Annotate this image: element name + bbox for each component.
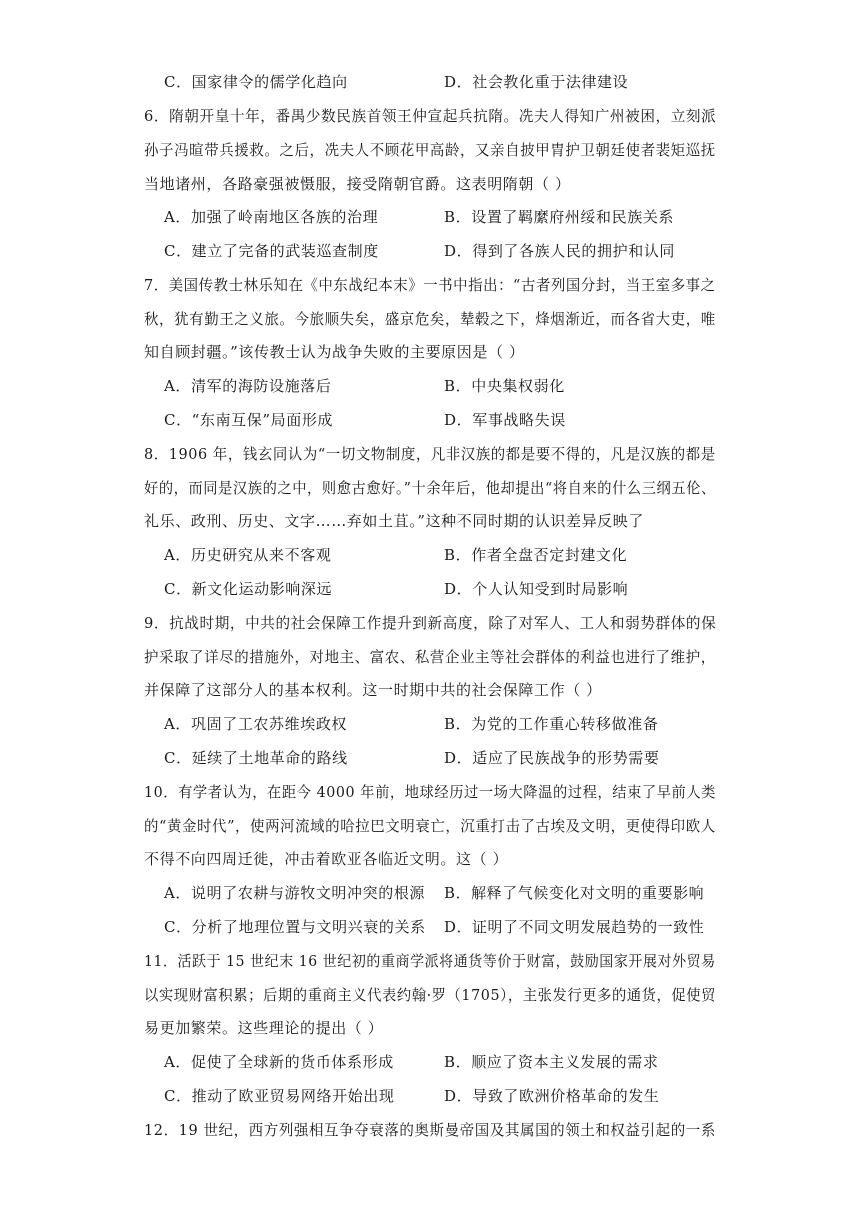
q6-option-a: A．加强了岭南地区各族的治理 bbox=[164, 208, 379, 226]
q11-stem-line-2: 以实现财富积累；后期的重商主义代表约翰·罗（1705），主张发行更多的通货，促使贸 bbox=[144, 986, 717, 1004]
q10-stem-line-1: 10．有学者认为，在距今 4000 年前，地球经历过一场大降温的过程，结束了早前人类 bbox=[144, 783, 717, 801]
q11-option-c: C．推动了欧亚贸易网络开始出现 bbox=[164, 1087, 395, 1105]
q12-stem-line-1: 12．19 世纪，西方列强相互争夺衰落的奥斯曼帝国及其属国的领土和权益引起的一系 bbox=[144, 1121, 716, 1139]
q8-option-a: A．历史研究从来不客观 bbox=[164, 546, 332, 564]
q10-option-c: C．分析了地理位置与文明兴衰的关系 bbox=[164, 918, 426, 936]
q9-stem-line-3: 并保障了这部分人的基本权利。这一时期中共的社会保障工作（ ） bbox=[144, 681, 602, 699]
q6-option-d: D．得到了各族人民的拥护和认同 bbox=[444, 242, 676, 260]
q11-stem-line-1: 11．活跃于 15 世纪末 16 世纪初的重商学派将通货等价于财富，鼓励国家开展对外贸易 bbox=[144, 952, 716, 970]
q9-option-b: B．为党的工作重心转移做准备 bbox=[444, 715, 659, 733]
q9-option-a: A．巩固了工农苏维埃政权 bbox=[164, 715, 348, 733]
q11-option-a: A．促使了全球新的货币体系形成 bbox=[164, 1053, 394, 1071]
q10-stem-line-2: 的“黄金时代”，使两河流域的哈拉巴文明衰亡，沉重打击了古埃及文明，更使得印欧人 bbox=[144, 817, 716, 835]
q9-option-d: D．适应了民族战争的形势需要 bbox=[444, 749, 660, 767]
q6-option-c: C．建立了完备的武装巡查制度 bbox=[164, 242, 379, 260]
q8-stem-line-2: 好的，而同是汉族的之中，则愈古愈好。”十余年后，他却提出“将自来的什么三纲五伦、 bbox=[144, 479, 716, 497]
q8-stem-line-3: 礼乐、政刑、历史、文字……弃如土苴。”这种不同时期的认识差异反映了 bbox=[144, 512, 644, 530]
q9-option-c: C．延续了土地革命的路线 bbox=[164, 749, 348, 767]
q11-stem-line-3: 易更加繁荣。这些理论的提出（ ） bbox=[144, 1019, 384, 1037]
q7-stem-line-2: 秋，犹有勤王之义旅。今旅顺失矣，盛京危矣，辇毂之下，烽烟渐近，而各省大吏，唯 bbox=[144, 310, 716, 328]
q7-option-d: D．军事战略失误 bbox=[444, 411, 566, 429]
q6-stem-line-2: 孙子冯暄带兵援救。之后，冼夫人不顾花甲高龄，又亲自披甲胄护卫朝廷使者裴矩巡抚 bbox=[144, 141, 716, 159]
q5-option-c: C．国家律令的儒学化趋向 bbox=[164, 73, 348, 91]
q7-option-b: B．中央集权弱化 bbox=[444, 377, 565, 395]
q10-option-a: A．说明了农耕与游牧文明冲突的根源 bbox=[164, 884, 426, 902]
q7-stem-line-1: 7．美国传教士林乐知在《中东战纪本末》一书中指出：“古者列国分封，当王室多事之 bbox=[144, 276, 716, 294]
q8-option-d: D．个人认知受到时局影响 bbox=[444, 580, 629, 598]
q8-option-b: B．作者全盘否定封建文化 bbox=[444, 546, 628, 564]
q8-stem-line-1: 8．1906 年，钱玄同认为“一切文物制度，凡非汉族的都是要不得的，凡是汉族的都是 bbox=[144, 445, 716, 463]
q7-option-a: A．清军的海防设施落后 bbox=[164, 377, 332, 395]
q8-option-c: C．新文化运动影响深远 bbox=[164, 580, 333, 598]
q7-option-c: C．“东南互保”局面形成 bbox=[164, 411, 334, 429]
q7-stem-line-3: 知自顾封疆。”该传教士认为战争失败的主要原因是（ ） bbox=[144, 343, 525, 361]
q9-stem-line-1: 9．抗战时期，中共的社会保障工作提升到新高度，除了对军人、工人和弱势群体的保 bbox=[144, 614, 717, 632]
q5-option-d: D．社会教化重于法律建设 bbox=[444, 73, 629, 91]
q10-option-b: B．解释了气候变化对文明的重要影响 bbox=[444, 884, 705, 902]
q9-stem-line-2: 护采取了详尽的措施外，对地主、富农、私营企业主等社会群体的利益也进行了维护， bbox=[144, 648, 716, 666]
q6-stem-line-1: 6．隋朝开皇十年，番禺少数民族首领王仲宣起兵抗隋。冼夫人得知广州被困，立刻派 bbox=[144, 107, 717, 125]
q10-option-d: D．证明了不同文明发展趋势的一致性 bbox=[444, 918, 705, 936]
q6-option-b: B．设置了羁縻府州绥和民族关系 bbox=[444, 208, 675, 226]
q10-stem-line-3: 不得不向四周迁徙，冲击着欧亚各临近文明。这（ ） bbox=[144, 850, 509, 868]
q6-stem-line-3: 当地诸州，各路豪强被慑服，接受隋朝官爵。这表明隋朝（ ） bbox=[144, 175, 571, 193]
q11-option-b: B．顺应了资本主义发展的需求 bbox=[444, 1053, 659, 1071]
q11-option-d: D．导致了欧洲价格革命的发生 bbox=[444, 1087, 660, 1105]
